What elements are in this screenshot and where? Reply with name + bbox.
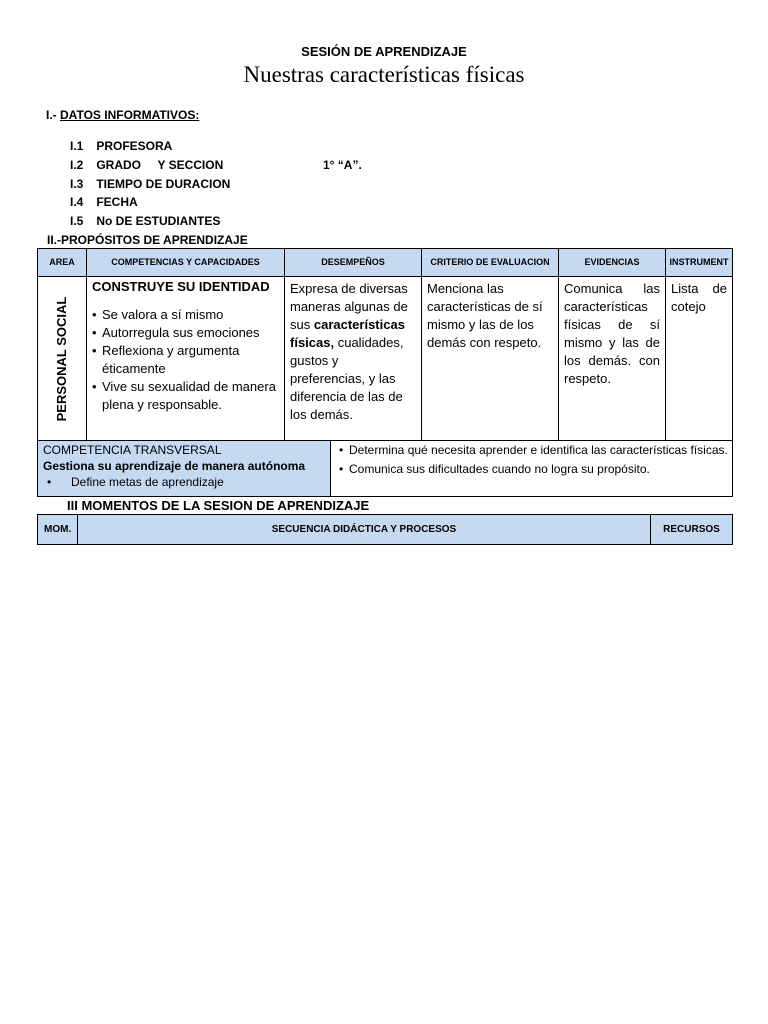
bullet-icon: • <box>92 307 97 322</box>
section-3-heading: III MOMENTOS DE LA SESION DE APRENDIZAJE <box>67 498 370 513</box>
section-1-heading <box>46 108 199 122</box>
transversal-desempeno: Determina qué necesita aprender e identifica las características físicas. <box>349 443 728 457</box>
section-1-prefix: I.- <box>46 108 57 122</box>
info-item <box>70 158 223 172</box>
transversal-capacidad: Define metas de aprendizaje <box>71 475 224 489</box>
capacidad-text: Reflexiona y argumenta éticamente <box>102 343 240 376</box>
list-item <box>92 324 279 342</box>
desempeno-text: Expresa de diversas maneras algunas de sus <box>290 281 408 332</box>
list-item <box>43 474 325 490</box>
desempenos-cell <box>285 277 422 441</box>
bullet-icon: • <box>339 443 344 457</box>
info-item <box>70 177 230 191</box>
bullet-icon: • <box>92 343 97 358</box>
info-item-label: No DE ESTUDIANTES <box>96 214 221 228</box>
transversal-cell <box>38 441 331 497</box>
capacidad-text: Autorregula sus emociones <box>102 325 260 340</box>
desempeno-bold-text: características físicas, <box>290 317 405 350</box>
grade-value: 1° “A”. <box>323 158 362 172</box>
info-item-num: I.3 <box>70 177 84 191</box>
header-evidencias: EVIDENCIAS <box>559 249 666 277</box>
transversal-heading: COMPETENCIA TRANSVERSAL <box>43 443 222 457</box>
bullet-icon: • <box>92 325 97 340</box>
bullet-icon: • <box>92 379 97 394</box>
bullet-icon: • <box>47 475 52 489</box>
capacidad-text: Se valora a sí mismo <box>102 307 224 322</box>
document-title: Nuestras características físicas <box>243 62 525 87</box>
purposes-body-row <box>38 277 733 441</box>
section-1-title: DATOS INFORMATIVOS: <box>60 108 200 122</box>
moments-header-row <box>38 515 733 545</box>
list-item <box>335 461 728 477</box>
moments-table <box>37 514 733 545</box>
transversal-table <box>37 440 733 497</box>
info-item-num: I.1 <box>70 139 84 153</box>
evidencia-cell: Comunica las características físicas de sí mismo y las de los demás. con respeto. <box>559 277 666 441</box>
header-competencias: COMPETENCIAS Y CAPACIDADES <box>87 249 285 277</box>
purposes-header-row <box>38 249 733 277</box>
criterio-cell: Menciona las características de sí mismo y las de los demás con respeto. <box>422 277 559 441</box>
transversal-name: Gestiona su aprendizaje de manera autónoma <box>43 459 306 473</box>
capacidades-list <box>92 306 279 414</box>
competencia-title: CONSTRUYE SU IDENTIDAD <box>92 279 270 294</box>
header-recursos: RECURSOS <box>651 515 733 545</box>
transversal-desempeno: Comunica sus dificultades cuando no logra su propósito. <box>349 462 650 476</box>
header-secuencia: SECUENCIA DIDÁCTICA Y PROCESOS <box>78 515 651 545</box>
info-item-num: I.2 <box>70 158 84 172</box>
header-instrumento: INSTRUMENT <box>666 249 733 277</box>
info-item-label: GRADO Y SECCION <box>96 158 224 172</box>
header-momento: MOM. <box>38 515 78 545</box>
transversal-row <box>38 441 733 497</box>
info-item-num: I.4 <box>70 195 84 209</box>
info-item-num: I.5 <box>70 214 84 228</box>
info-item-label: PROFESORA <box>96 139 173 153</box>
bullet-icon: • <box>339 462 344 476</box>
capacidad-text: Vive su sexualidad de manera plena y responsable. <box>102 379 276 412</box>
info-item-label: TIEMPO DE DURACION <box>96 177 231 191</box>
purposes-table <box>37 248 733 441</box>
info-item <box>70 214 220 228</box>
desempeno-text-end: cualidades, gustos y preferencias, y las diferencia de las de los demás. <box>290 335 404 422</box>
area-cell <box>38 277 87 441</box>
competencias-cell <box>87 277 285 441</box>
list-item <box>92 342 279 378</box>
list-item <box>92 378 279 414</box>
info-item <box>70 195 138 209</box>
document-subtitle: SESIÓN DE APRENDIZAJE <box>301 44 467 59</box>
header-desempenos: DESEMPEÑOS <box>285 249 422 277</box>
info-item-label: FECHA <box>96 195 138 209</box>
area-name: PERSONAL SOCIAL <box>54 296 69 421</box>
list-item <box>335 442 728 458</box>
header-area: AREA <box>38 249 87 277</box>
header-criterio: CRITERIO DE EVALUACION <box>422 249 559 277</box>
info-item <box>70 139 172 153</box>
instrumento-cell: Lista de cotejo <box>666 277 733 441</box>
list-item <box>92 306 279 324</box>
transversal-desempenos-cell <box>331 441 733 497</box>
section-2-heading: II.-PROPÓSITOS DE APRENDIZAJE <box>47 233 248 247</box>
